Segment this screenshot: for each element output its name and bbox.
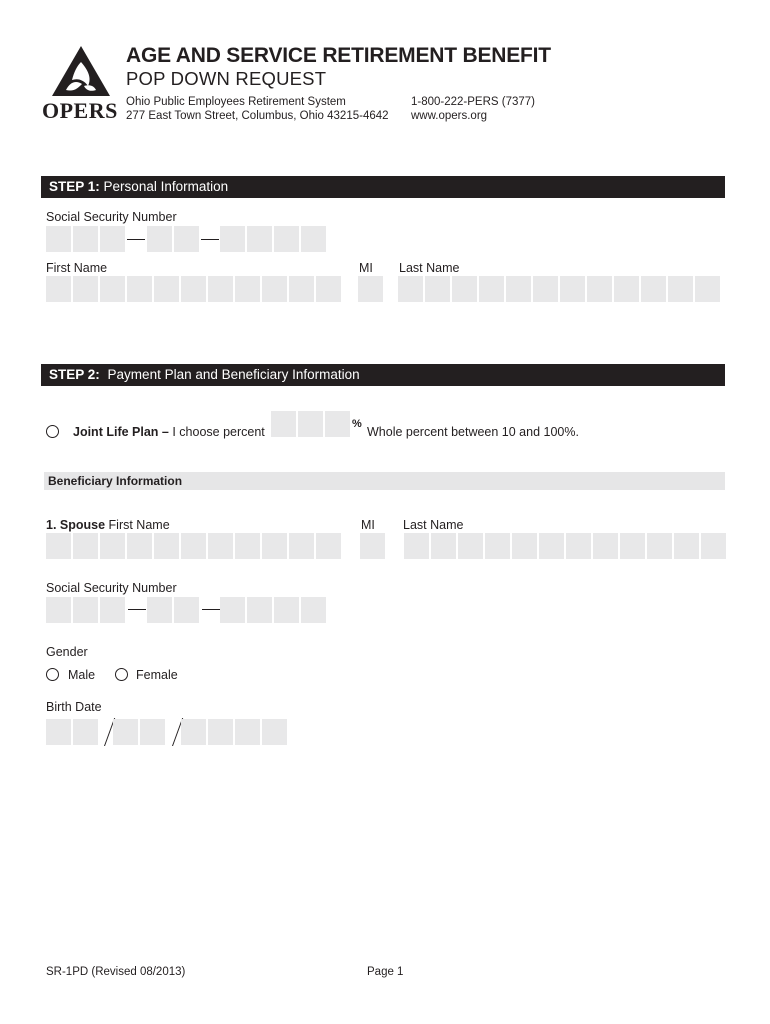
spouse-first-name-text: First Name [108, 518, 170, 532]
birth-month-digit[interactable] [73, 719, 98, 745]
spouse-first-name-char[interactable] [262, 533, 287, 559]
spouse-first-name-char[interactable] [208, 533, 233, 559]
step2-step-label: STEP 2: [49, 367, 100, 382]
last-name-char[interactable] [452, 276, 477, 302]
spouse-first-name-char[interactable] [127, 533, 152, 559]
last-name-char[interactable] [587, 276, 612, 302]
first-name-char[interactable] [208, 276, 233, 302]
last-name-label: Last Name [399, 261, 460, 275]
joint-life-bold: Joint Life Plan – [73, 425, 169, 439]
joint-life-label [73, 425, 265, 439]
ssn-digit[interactable] [73, 226, 98, 252]
org-name: Ohio Public Employees Retirement System [126, 96, 346, 108]
joint-life-text: I choose percent [172, 425, 265, 439]
first-name-char[interactable] [181, 276, 206, 302]
first-name-char[interactable] [262, 276, 287, 302]
first-name-label: First Name [46, 261, 108, 275]
step2-header [41, 364, 725, 386]
opers-logo [44, 44, 119, 124]
spouse-last-name-char[interactable] [539, 533, 564, 559]
spouse-ssn-digit[interactable] [46, 597, 71, 623]
last-name-char[interactable] [479, 276, 504, 302]
first-name-char[interactable] [73, 276, 98, 302]
spouse-last-name-char[interactable] [620, 533, 645, 559]
ssn-digit[interactable] [247, 226, 272, 252]
spouse-num: 1. Spouse [46, 518, 106, 532]
spouse-ssn-digit[interactable] [73, 597, 98, 623]
spouse-mi-input[interactable] [360, 533, 385, 559]
spouse-first-name-char[interactable] [181, 533, 206, 559]
spouse-mi-label: MI [361, 518, 375, 532]
first-name-char[interactable] [235, 276, 260, 302]
beneficiary-header: Beneficiary Information [44, 472, 725, 490]
step1-title: Personal Information [103, 179, 229, 194]
first-name-char[interactable] [100, 276, 125, 302]
percent-sign: % [352, 418, 362, 430]
spouse-last-name-char[interactable] [512, 533, 537, 559]
spouse-ssn-label: Social Security Number [46, 581, 177, 595]
birth-year-digit[interactable] [235, 719, 260, 745]
percent-note: Whole percent between 10 and 100%. [367, 425, 579, 439]
spouse-last-name-char[interactable] [701, 533, 726, 559]
first-name-char[interactable] [46, 276, 71, 302]
spouse-ssn-separator [128, 609, 146, 610]
spouse-ssn-digit[interactable] [247, 597, 272, 623]
first-name-char[interactable] [316, 276, 341, 302]
form-id: SR-1PD (Revised 08/2013) [46, 966, 186, 978]
org-address: 277 East Town Street, Columbus, Ohio 43215-4642 [126, 110, 389, 122]
logo-text: OPERS [42, 98, 118, 123]
percent-digit[interactable] [298, 411, 323, 437]
spouse-ssn-digit[interactable] [220, 597, 245, 623]
ssn-digit[interactable] [274, 226, 299, 252]
spouse-first-name-char[interactable] [73, 533, 98, 559]
birth-day-digit[interactable] [113, 719, 138, 745]
spouse-first-name-char[interactable] [235, 533, 260, 559]
birth-year-digit[interactable] [262, 719, 287, 745]
first-name-char[interactable] [127, 276, 152, 302]
spouse-ssn-digit[interactable] [100, 597, 125, 623]
last-name-char[interactable] [425, 276, 450, 302]
last-name-char[interactable] [533, 276, 558, 302]
mi-label: MI [359, 261, 373, 275]
page-number: Page 1 [367, 966, 404, 978]
ssn-digit[interactable] [147, 226, 172, 252]
last-name-char[interactable] [641, 276, 666, 302]
birth-day-digit[interactable] [140, 719, 165, 745]
birth-year-digit[interactable] [181, 719, 206, 745]
ssn-digit[interactable] [301, 226, 326, 252]
step1-header [41, 176, 725, 198]
spouse-first-name-char[interactable] [46, 533, 71, 559]
spouse-first-name-label [46, 518, 170, 532]
female-label: Female [136, 668, 178, 682]
step1-step-label: STEP 1: [49, 179, 100, 194]
spouse-ssn-digit[interactable] [301, 597, 326, 623]
last-name-char[interactable] [614, 276, 639, 302]
ssn-digit[interactable] [100, 226, 125, 252]
spouse-last-name-char[interactable] [485, 533, 510, 559]
spouse-last-name-char[interactable] [431, 533, 456, 559]
first-name-char[interactable] [289, 276, 314, 302]
spouse-last-name-char[interactable] [593, 533, 618, 559]
ssn-digit[interactable] [220, 226, 245, 252]
spouse-ssn-separator [202, 609, 220, 610]
gender-label: Gender [46, 645, 88, 659]
spouse-last-name-label: Last Name [403, 518, 464, 532]
step2-title: Payment Plan and Beneficiary Information [107, 367, 360, 382]
spouse-last-name-char[interactable] [404, 533, 429, 559]
spouse-last-name-char[interactable] [566, 533, 591, 559]
birth-month-digit[interactable] [46, 719, 71, 745]
ssn-digit[interactable] [46, 226, 71, 252]
spouse-last-name-char[interactable] [458, 533, 483, 559]
form-subtitle: POP DOWN REQUEST [126, 68, 327, 89]
form-title: AGE AND SERVICE RETIREMENT BENEFIT [126, 44, 551, 67]
last-name-char[interactable] [668, 276, 693, 302]
spouse-ssn-digit[interactable] [174, 597, 199, 623]
male-radio[interactable] [46, 668, 59, 681]
spouse-first-name-char[interactable] [100, 533, 125, 559]
spouse-last-name-char[interactable] [647, 533, 672, 559]
joint-life-radio[interactable] [46, 425, 59, 438]
ssn-digit[interactable] [174, 226, 199, 252]
ssn-label: Social Security Number [46, 210, 177, 224]
mi-input[interactable] [358, 276, 383, 302]
spouse-ssn-digit[interactable] [147, 597, 172, 623]
ssn-separator [201, 239, 219, 240]
last-name-char[interactable] [398, 276, 423, 302]
phone-number: 1-800-222-PERS (7377) [411, 96, 536, 108]
spouse-first-name-char[interactable] [154, 533, 179, 559]
male-label: Male [68, 668, 96, 682]
last-name-char[interactable] [560, 276, 585, 302]
last-name-char[interactable] [506, 276, 531, 302]
female-radio[interactable] [115, 668, 128, 681]
birth-date-label: Birth Date [46, 700, 102, 714]
spouse-first-name-char[interactable] [316, 533, 341, 559]
birth-year-digit[interactable] [208, 719, 233, 745]
percent-digit[interactable] [325, 411, 350, 437]
website: www.opers.org [411, 110, 488, 122]
ssn-separator [127, 239, 145, 240]
percent-digit[interactable] [271, 411, 296, 437]
spouse-last-name-char[interactable] [674, 533, 699, 559]
opers-logo-icon [44, 44, 119, 100]
first-name-char[interactable] [154, 276, 179, 302]
last-name-char[interactable] [695, 276, 720, 302]
spouse-first-name-char[interactable] [289, 533, 314, 559]
spouse-ssn-digit[interactable] [274, 597, 299, 623]
